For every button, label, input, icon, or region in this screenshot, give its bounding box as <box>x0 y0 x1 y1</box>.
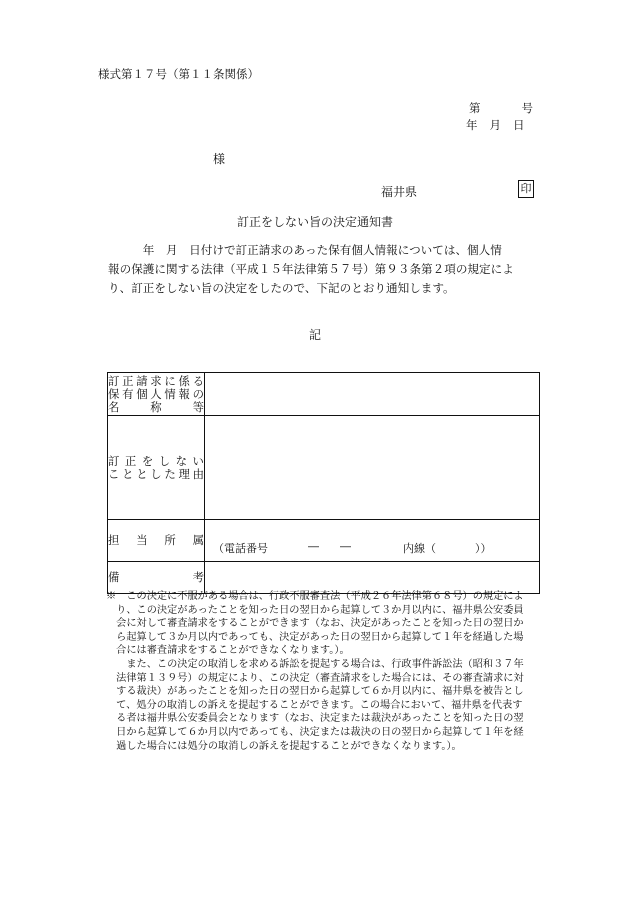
remarks-field[interactable] <box>205 562 540 594</box>
body-line: 報の保護に関する法律（平成１５年法律第５７号）第９３条第２項の規定によ <box>108 262 514 276</box>
info-name-label <box>108 373 205 416</box>
appeal-notice <box>106 590 536 753</box>
table-row <box>108 373 540 416</box>
note-line: 法律第１３９号）の規定により、この決定（審査請求をした場合には、その審査請求に対 <box>106 672 524 684</box>
reason-label <box>108 416 205 520</box>
note-line: る者は福井県公安委員会となります（なお、決定または裁決があったことを知った日の翌 <box>106 713 524 725</box>
phone-dash: ― <box>308 540 319 553</box>
extension-close: ）） <box>475 542 492 555</box>
date-year: 年 <box>466 118 478 132</box>
table-row <box>108 416 540 520</box>
label-line: 訂 正 請 求 に 係 る <box>108 373 204 388</box>
details-table <box>107 372 540 594</box>
date-month: 月 <box>489 118 501 132</box>
body-line: 年 月 日付けで訂正請求のあった保有個人情報については、個人情 <box>108 243 502 257</box>
note-line: ※ この決定に不服がある場合は、行政不服審査法（平成２６年法律第６８号）の規定によ <box>106 591 524 602</box>
date-day: 日 <box>513 118 525 132</box>
label-line: 名 称 等 <box>108 399 204 414</box>
form-number: 様式第１７号（第１１条関係） <box>98 67 259 81</box>
document-title: 訂正をしない旨の決定通知書 <box>236 215 393 229</box>
note-line: 会に対して審査請求をすることができます（なお、決定があったことを知った日の翌日か <box>106 618 524 630</box>
label-line: 保 有 個 人 情 報 の <box>108 386 204 401</box>
body-paragraph <box>108 241 532 298</box>
department-field[interactable] <box>205 520 540 562</box>
department-label <box>108 520 205 562</box>
issuer-name: 福井県 <box>381 185 418 199</box>
addressee-suffix: 様 <box>213 152 226 166</box>
label-line: 訂 正 を し な い <box>108 453 204 468</box>
ki-heading: 記 <box>308 328 321 342</box>
remarks-label <box>108 562 205 594</box>
phone-label: （電話番号 <box>213 542 268 555</box>
info-name-field[interactable] <box>205 373 540 416</box>
reason-field[interactable] <box>205 416 540 520</box>
note-line: 合には審査請求をすることができなくなります。）。 <box>106 645 350 657</box>
table-row <box>108 520 540 562</box>
label-line: 担 当 所 属 <box>108 533 204 547</box>
note-line: り、この決定があったことを知った日の翌日から起算して３か月以内に、福井県公安委員 <box>106 604 524 616</box>
note-line: て、処分の取消しの訴えを提起することができます。この場合において、福井県を代表す <box>106 699 523 711</box>
doc-number-suffix: 号 <box>521 101 533 115</box>
table-row <box>108 562 540 594</box>
issue-date <box>466 117 525 133</box>
label-line: 備 考 <box>108 570 204 584</box>
extension-label: 内線（ <box>403 542 436 555</box>
note-line: 過した場合には処分の取消しの訴えを提起することができなくなります。）。 <box>106 740 462 752</box>
document-number <box>469 100 533 116</box>
phone-line <box>205 520 539 561</box>
note-line: 日から起算して６か月以内であっても、決定または裁決の日の翌日から起算して１年を経 <box>106 726 524 738</box>
note-line: また、この決定の取消しを求める訴訟を提起する場合は、行政事件訴訟法（昭和３７年 <box>106 658 524 670</box>
note-line: する裁決）があったことを知った日の翌日から起算して６か月以内に、福井県を被告とし <box>106 686 524 698</box>
phone-dash: ― <box>340 540 351 553</box>
body-line: り、訂正をしない旨の決定をしたので、下記のとおり通知します。 <box>108 281 455 295</box>
note-line: ら起算して３か月以内であっても、決定があった日の翌日から起算して１年を経過した場 <box>106 631 524 643</box>
doc-number-label: 第 <box>469 101 481 115</box>
label-line: こ と と し た 理 由 <box>108 466 204 481</box>
seal-box: 印 <box>518 180 534 198</box>
